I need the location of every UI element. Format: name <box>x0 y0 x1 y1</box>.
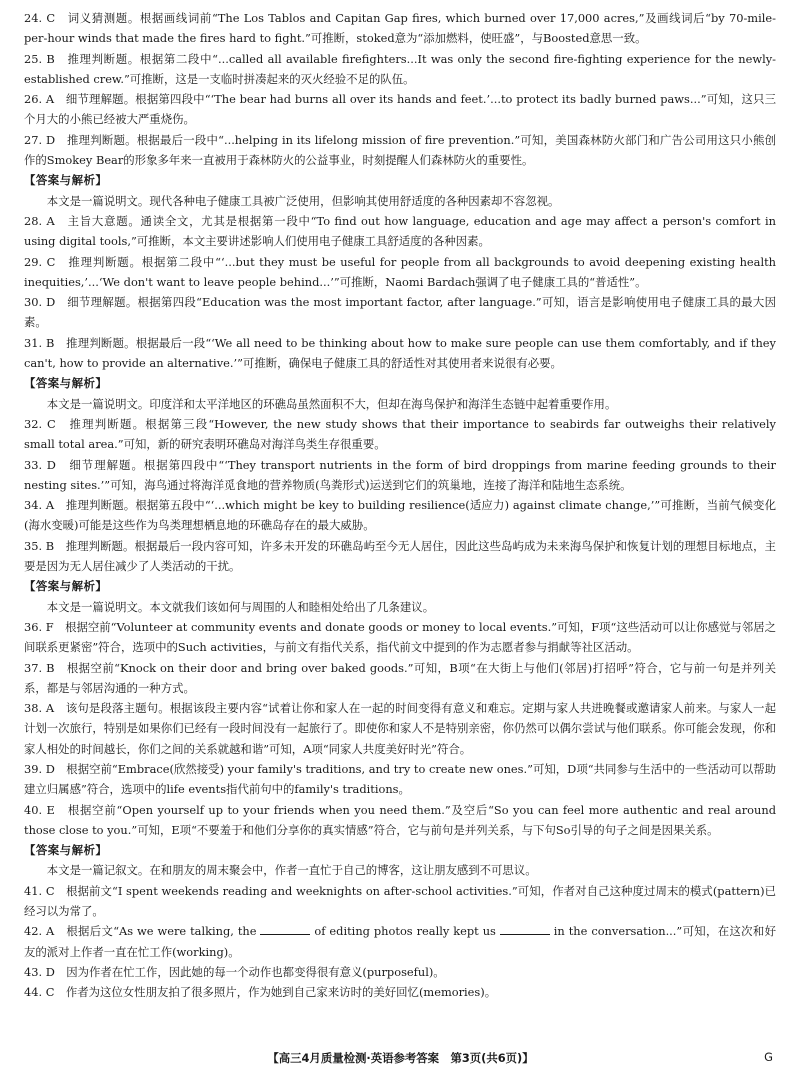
answer-item: 37. B 根据空前“Knock on their door and bring over baked goods.”可知，B项“在大街上与他们(邻居)打招呼”符合，它与前一句是并列关系，都是与邻居沟通的一种方式。 <box>24 660 776 695</box>
answer-item: 26. A 细节理解题。根据第四段中“‘The bear had burns all over its hands and feet.’...to protect its badly burned paws...”可知，这只三个月大的小熊已经被大严重烧伤。 <box>24 92 776 127</box>
passage-summary: 本文是一篇说明文。现代各种电子健康工具被广泛使用，但影响其使用舒适度的各种因素却不容忽视。 <box>46 193 560 208</box>
answer-text: in the conversation...”可知，在这次和好友的派对上作者一直在忙工作(working)。 <box>24 924 776 959</box>
answer-item: 27. D 推理判断题。根据最后一段中“...helping in its lifelong mission of fire prevention.”可知，美国森林防火部门和广告公司用这只小熊创作的Smokey Bear的形象多年来一直被用于森林防火的公益事业，时刻提醒人们森林防火的重要性。 <box>24 132 776 168</box>
page-footer <box>0 1050 801 1066</box>
passage-summary: 本文是一篇说明文。印度洋和太平洋地区的环礁岛虽然面积不大，但却在海鸟保护和海洋生态链中起着重要作用。 <box>46 396 617 411</box>
answer-item <box>24 921 776 962</box>
version-mark: G <box>764 1050 773 1064</box>
section-header: 【答案与解析】 <box>24 376 108 391</box>
answer-item: 34. A 推理判断题。根据第五段中“‘...which might be key to building resilience(适应力) against climate change,’”可推断，当前气候变化(海水变暖)可能是这些作为鸟类理想栖息地的环礁岛存在的最大威胁。 <box>24 498 776 533</box>
answer-item: 36. F 根据空前“Volunteer at community events and donate goods or money to local events.”可知，F项“这些活动可以让你感觉与邻居之间联系更紧密”符合，选项中的Such activities，与前文有指代关系，指代前文中提到的作为志愿者参与捐献等社区活动。 <box>24 619 776 655</box>
answer-item: 43. D 因为作者在忙工作，因此她的每一个动作也都变得很有意义(purposeful)。 <box>24 964 445 979</box>
fill-blank <box>260 922 310 935</box>
answer-item: 25. B 推理判断题。根据第二段中“...called all available firefighters...It was only the second fire-fighting experience for the newly-established crew.”可推断，这是一支临时拼凑起来的灭火经验不足的队伍。 <box>24 51 776 86</box>
answer-item: 24. C 词义猜测题。根据画线词前“The Los Tablos and Capitan Gap fires, which burned over 17,000 acres,”及画线词后“by 70-mile-per-hour winds that made the fires hard to fight.”可推断，stoked意为“添加燃料，使旺盛”，与Boosted意思一致。 <box>24 11 776 46</box>
answer-key-page <box>24 8 776 1003</box>
answer-item: 29. C 推理判断题。根据第二段中“‘...but they must be useful for people from all backgrounds to avoid deepening existing health inequities,’...‘We don't want to leave people behind...’”可推断，Naomi Bardach强调了电子健康工具的“普适性”。 <box>24 254 776 289</box>
answer-item: 33. D 细节理解题。根据第四段中“‘They transport nutrients in the form of bird droppings from marine feeding grounds to their nesting sites.’”可知，海鸟通过将海洋觅食地的营养物质(鸟粪形式)运送到它们的筑巢地，连接了海洋和陆地生态系统。 <box>24 457 776 492</box>
passage-summary: 本文是一篇记叙文。在和朋友的周末聚会中，作者一直忙于自己的博客，这让朋友感到不可思议。 <box>46 863 537 878</box>
answer-item: 41. C 根据前文“I spent weekends reading and weeknights on after-school activities.”可知，作者对自己这种度过周末的模式(pattern)已经习以为常了。 <box>24 883 776 919</box>
answer-item: 40. E 根据空前“Open yourself up to your friends when you need them.”及空后“So you can feel more authentic and real around those close to you.”可知，E项“不要羞于和他们分享你的真实情感”符合，它与前句是并列关系，与下句So引导的句子之间是因果关系。 <box>24 802 776 837</box>
answer-item: 28. A 主旨大意题。通读全文，尤其是根据第一段中“To find out how language, education and age may affect a person's comfort in using digital tools,”可推断，本文主要讲述影响人们使用电子健康工具舒适度的各种因素。 <box>24 213 776 249</box>
answer-item: 31. B 推理判断题。根据最后一段“‘We all need to be thinking about how to make sure people can use them comfortably, and if they can't, how to provide an alternative.’”可推断，确保电子健康工具的舒适性对其使用者来说很有必要。 <box>24 335 776 371</box>
answer-item: 44. C 作者为这位女性朋友拍了很多照片，作为她到自己家来访时的美好回忆(memories)。 <box>24 985 497 1000</box>
answer-item: 35. B 推理判断题。根据最后一段内容可知，许多未开发的环礁岛屿至今无人居住，因此这些岛屿成为未来海鸟保护和恢复计划的理想目标地点，主要是因为无人居住减少了人类活动的干扰。 <box>24 538 776 574</box>
passage-summary: 本文是一篇说明文。本文就我们该如何与周围的人和睦相处给出了几条建议。 <box>46 599 435 614</box>
section-header: 【答案与解析】 <box>24 579 108 594</box>
answer-item: 30. D 细节理解题。根据第四段“Education was the most important factor, after language.”可知，语言是影响使用电子健康工具的最大因素。 <box>24 295 776 330</box>
answer-text: of editing photos really kept us <box>310 924 500 939</box>
answer-item: 39. D 根据空前“Embrace(欣然接受) your family's traditions, and try to create new ones.”可知，D项“共同参与生活中的一些活动可以帮助建立归属感”符合，选项中的life events指代前句中的family's traditions。 <box>24 761 776 797</box>
answer-item: 38. A 该句是段落主题句。根据该段主要内容“试着让你和家人在一起的时间变得有意义和难忘。定期与家人共进晚餐或邀请家人前来。与家人一起计划一次旅行，特别是如果你们已经有一段时间没有一起旅行了。即使你和家人不是特别亲密，你仍然可以偶尔尝试与他们联系。你可能会发现，你和家人相处的时间越长，你们之间的关系就越和谐”可知，A项“同家人共度美好时光”符合。 <box>24 701 776 756</box>
answer-text: 42. A 根据后文“As we were talking, the <box>24 924 261 939</box>
fill-blank <box>500 922 550 935</box>
answer-item: 32. C 推理判断题。根据第三段“However, the new study shows that their importance to seabirds far outweighs their relatively small total area.”可知，新的研究表明环礁岛对海洋鸟类生存很重要。 <box>24 416 776 452</box>
section-header: 【答案与解析】 <box>24 173 108 188</box>
footer-text: 【高三4月质量检测·英语参考答案 第3页(共6页)】 <box>267 1051 534 1065</box>
section-header: 【答案与解析】 <box>24 843 108 858</box>
